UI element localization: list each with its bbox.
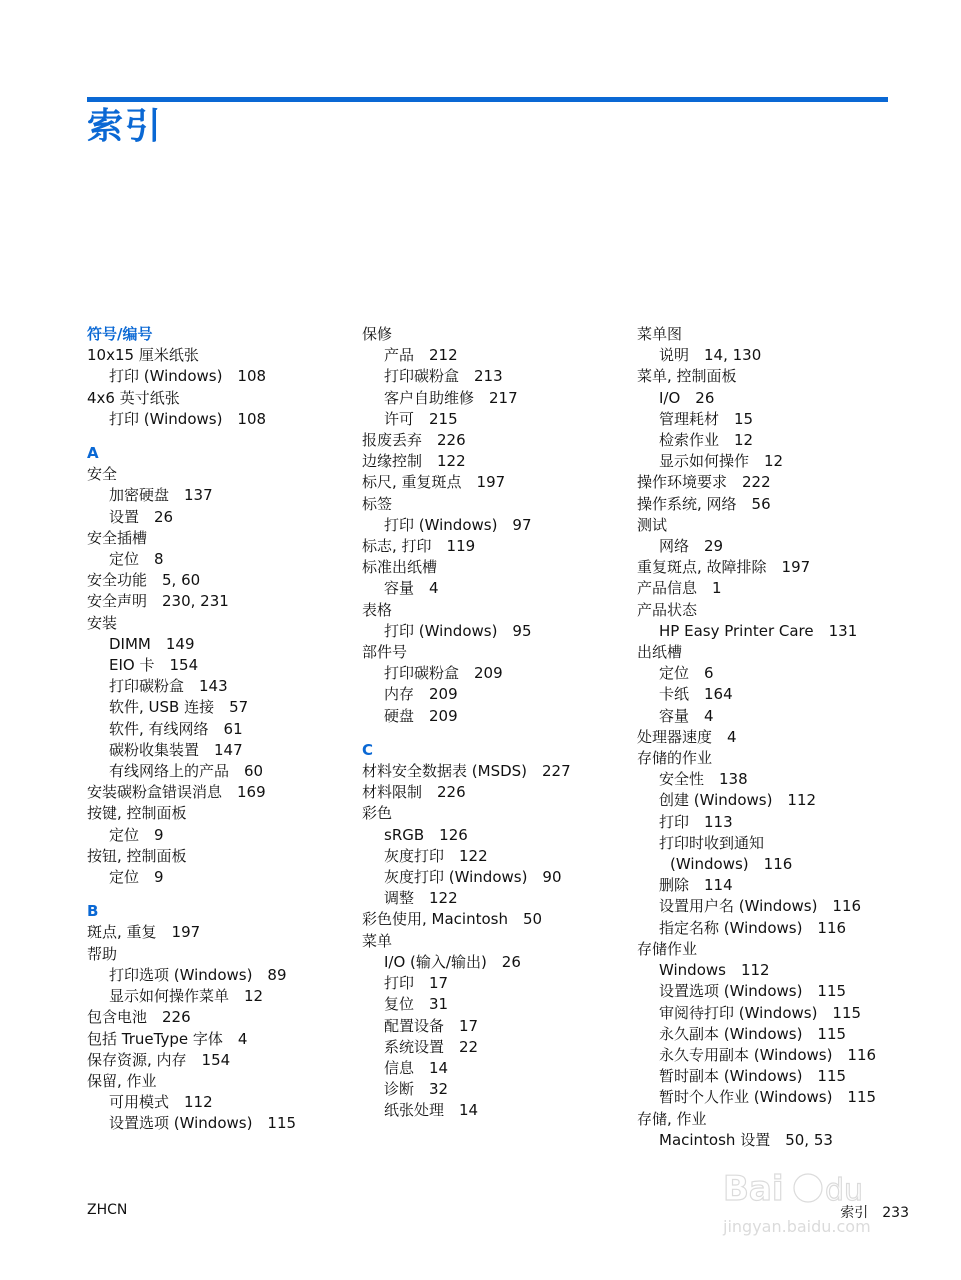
index-entry: 产品状态 [637,600,698,619]
index-subentry: 设置选项 (Windows) 115 [109,1114,297,1133]
index-subentry: 软件, USB 连接 57 [109,698,249,717]
index-entry: 测试 [637,515,668,534]
title-rule [87,97,888,102]
svg-text:jingyan.baidu.com: jingyan.baidu.com [723,1217,871,1236]
footer-locale: ZHCN [87,1202,128,1218]
index-entry: 按键, 控制面板 [87,804,187,823]
index-subentry: 打印 (Windows) 97 [384,515,532,534]
index-section-heading: B [87,902,99,921]
index-entry: 出纸槽 [637,643,683,662]
index-subentry: 审阅待打印 (Windows) 115 [659,1003,862,1022]
index-entry: 按钮, 控制面板 [87,846,187,865]
index-subentry: 纸张处理 14 [384,1101,479,1120]
index-subentry: 打印 (Windows) 95 [384,621,532,640]
index-subentry: 灰度打印 122 [384,846,488,865]
index-entry: 材料安全数据表 (MSDS) 227 [362,762,571,781]
index-subentry: 信息 14 [384,1058,449,1077]
index-subentry: 说明 14, 130 [659,346,762,365]
index-subentry: 定位 6 [659,664,714,683]
index-entry: 安全声明 230, 231 [87,592,229,611]
index-subentry: Windows 112 [659,961,770,980]
svg-text:du: du [825,1173,864,1208]
index-entry: 边缘控制 122 [362,452,466,471]
index-subentry: 删除 114 [659,876,733,895]
index-entry: 报废丢弃 226 [362,431,466,450]
index-entry: 帮助 [87,944,118,963]
index-subentry: 打印选项 (Windows) 89 [109,965,287,984]
index-entry: 斑点, 重复 197 [87,923,201,942]
index-subentry: 设置 26 [109,507,174,526]
svg-text:Bai: Bai [723,1169,784,1209]
index-entry: 保存资源, 内存 154 [87,1050,231,1069]
index-subentry: 复位 31 [384,995,449,1014]
index-entry: 标准出纸槽 [362,558,438,577]
page-title: 索引 [87,106,164,147]
index-entry: 产品信息 1 [637,579,722,598]
index-subentry: I/O 26 [659,388,715,407]
index-subentry: 打印碳粉盒 209 [384,664,503,683]
index-entry: 存储, 作业 [637,1109,707,1128]
index-subentry: 容量 4 [384,579,439,598]
index-entry: 处理器速度 4 [637,727,737,746]
index-entry: 菜单 [362,931,393,950]
index-entry: 彩色 [362,804,393,823]
index-entry: 安全插槽 [87,528,148,547]
index-subentry: 碳粉收集装置 147 [109,740,243,759]
index-entry: 标尺, 重复斑点 197 [362,473,506,492]
index-subentry: 定位 9 [109,825,164,844]
index-entry: 操作系统, 网络 56 [637,494,771,513]
index-subentry: 打印 113 [659,812,733,831]
index-entry: 包括 TrueType 字体 4 [87,1029,248,1048]
index-subentry: 有线网络上的产品 60 [109,762,264,781]
index-subentry: 管理耗材 15 [659,409,754,428]
index-subentry: 软件, 有线网络 61 [109,719,243,738]
index-subentry: 内存 209 [384,685,458,704]
index-entry: 重复斑点, 故障排除 197 [637,558,811,577]
index-column-2 [362,324,632,1122]
index-subentry: 产品 212 [384,346,458,365]
index-entry: 存储作业 [637,939,698,958]
index-entry: 材料限制 226 [362,783,466,802]
index-subentry: 定位 8 [109,550,164,569]
index-subentry: 调整 122 [384,889,458,908]
index-column-1 [87,324,357,1135]
index-subentry: 暂时副本 (Windows) 115 [659,1067,847,1086]
index-subentry: (Windows) 116 [670,855,793,874]
index-subentry: 加密硬盘 137 [109,486,213,505]
index-entry: 标志, 打印 119 [362,537,476,556]
index-subentry: 硬盘 209 [384,706,458,725]
baidu-watermark-logo [703,1150,903,1240]
index-subentry: 打印 (Windows) 108 [109,367,267,386]
index-entry: 存储的作业 [637,749,713,768]
index-subentry: I/O (输入/输出) 26 [384,952,521,971]
index-subentry: 客户自助维修 217 [384,388,518,407]
index-section-heading: 符号/编号 [87,325,153,343]
index-entry: 安全 [87,465,118,484]
index-section-heading: C [362,740,374,759]
index-subentry: 网络 29 [659,537,724,556]
index-subentry: 诊断 32 [384,1080,449,1099]
index-subentry: 容量 4 [659,706,714,725]
index-subentry: 配置设备 17 [384,1016,479,1035]
index-entry: 安装碳粉盒错误消息 169 [87,783,266,802]
footer-page-number: 索引 233 [840,1205,909,1221]
index-entry: 包含电池 226 [87,1008,191,1027]
index-entry: 表格 [362,600,393,619]
index-subentry: 打印碳粉盒 143 [109,677,228,696]
index-subentry: DIMM 149 [109,634,195,653]
index-subentry: 永久专用副本 (Windows) 116 [659,1045,877,1064]
index-subentry: 许可 215 [384,409,458,428]
index-subentry: 安全性 138 [659,770,748,789]
index-subentry: 可用模式 112 [109,1093,213,1112]
index-section-heading: A [87,444,99,463]
index-subentry: 永久副本 (Windows) 115 [659,1024,847,1043]
index-subentry: Macintosh 设置 50, 53 [659,1130,833,1149]
index-subentry: 打印 17 [384,974,449,993]
index-entry: 保修 [362,325,393,343]
index-subentry: 指定名称 (Windows) 116 [659,918,847,937]
index-subentry: 定位 9 [109,868,164,887]
index-subentry: 检索作业 12 [659,431,754,450]
index-entry: 保留, 作业 [87,1071,157,1090]
index-subentry: HP Easy Printer Care 131 [659,621,858,640]
index-subentry: 设置用户名 (Windows) 116 [659,897,862,916]
index-subentry: 打印碳粉盒 213 [384,367,503,386]
index-entry: 标签 [362,494,393,513]
index-subentry: 打印 (Windows) 108 [109,409,267,428]
index-subentry: EIO 卡 154 [109,656,199,675]
index-subentry: 系统设置 22 [384,1037,479,1056]
index-subentry: 灰度打印 (Windows) 90 [384,868,562,887]
index-entry: 菜单, 控制面板 [637,367,737,386]
index-entry: 安装 [87,613,118,632]
index-entry: 彩色使用, Macintosh 50 [362,910,543,929]
index-subentry: 卡纸 164 [659,685,733,704]
index-subentry: 显示如何操作 12 [659,452,784,471]
index-entry: 部件号 [362,643,408,662]
index-entry: 4x6 英寸纸张 [87,388,180,407]
index-entry: 操作环境要求 222 [637,473,771,492]
index-entry: 安全功能 5, 60 [87,571,201,590]
index-subentry: sRGB 126 [384,825,468,844]
index-entry: 10x15 厘米纸张 [87,346,199,365]
index-subentry: 打印时收到通知 [659,833,765,852]
index-subentry: 显示如何操作菜单 12 [109,987,264,1006]
index-entry: 菜单图 [637,325,683,343]
index-column-3 [637,324,907,1151]
index-subentry: 创建 (Windows) 112 [659,791,817,810]
index-subentry: 设置选项 (Windows) 115 [659,982,847,1001]
index-subentry: 暂时个人作业 (Windows) 115 [659,1088,877,1107]
